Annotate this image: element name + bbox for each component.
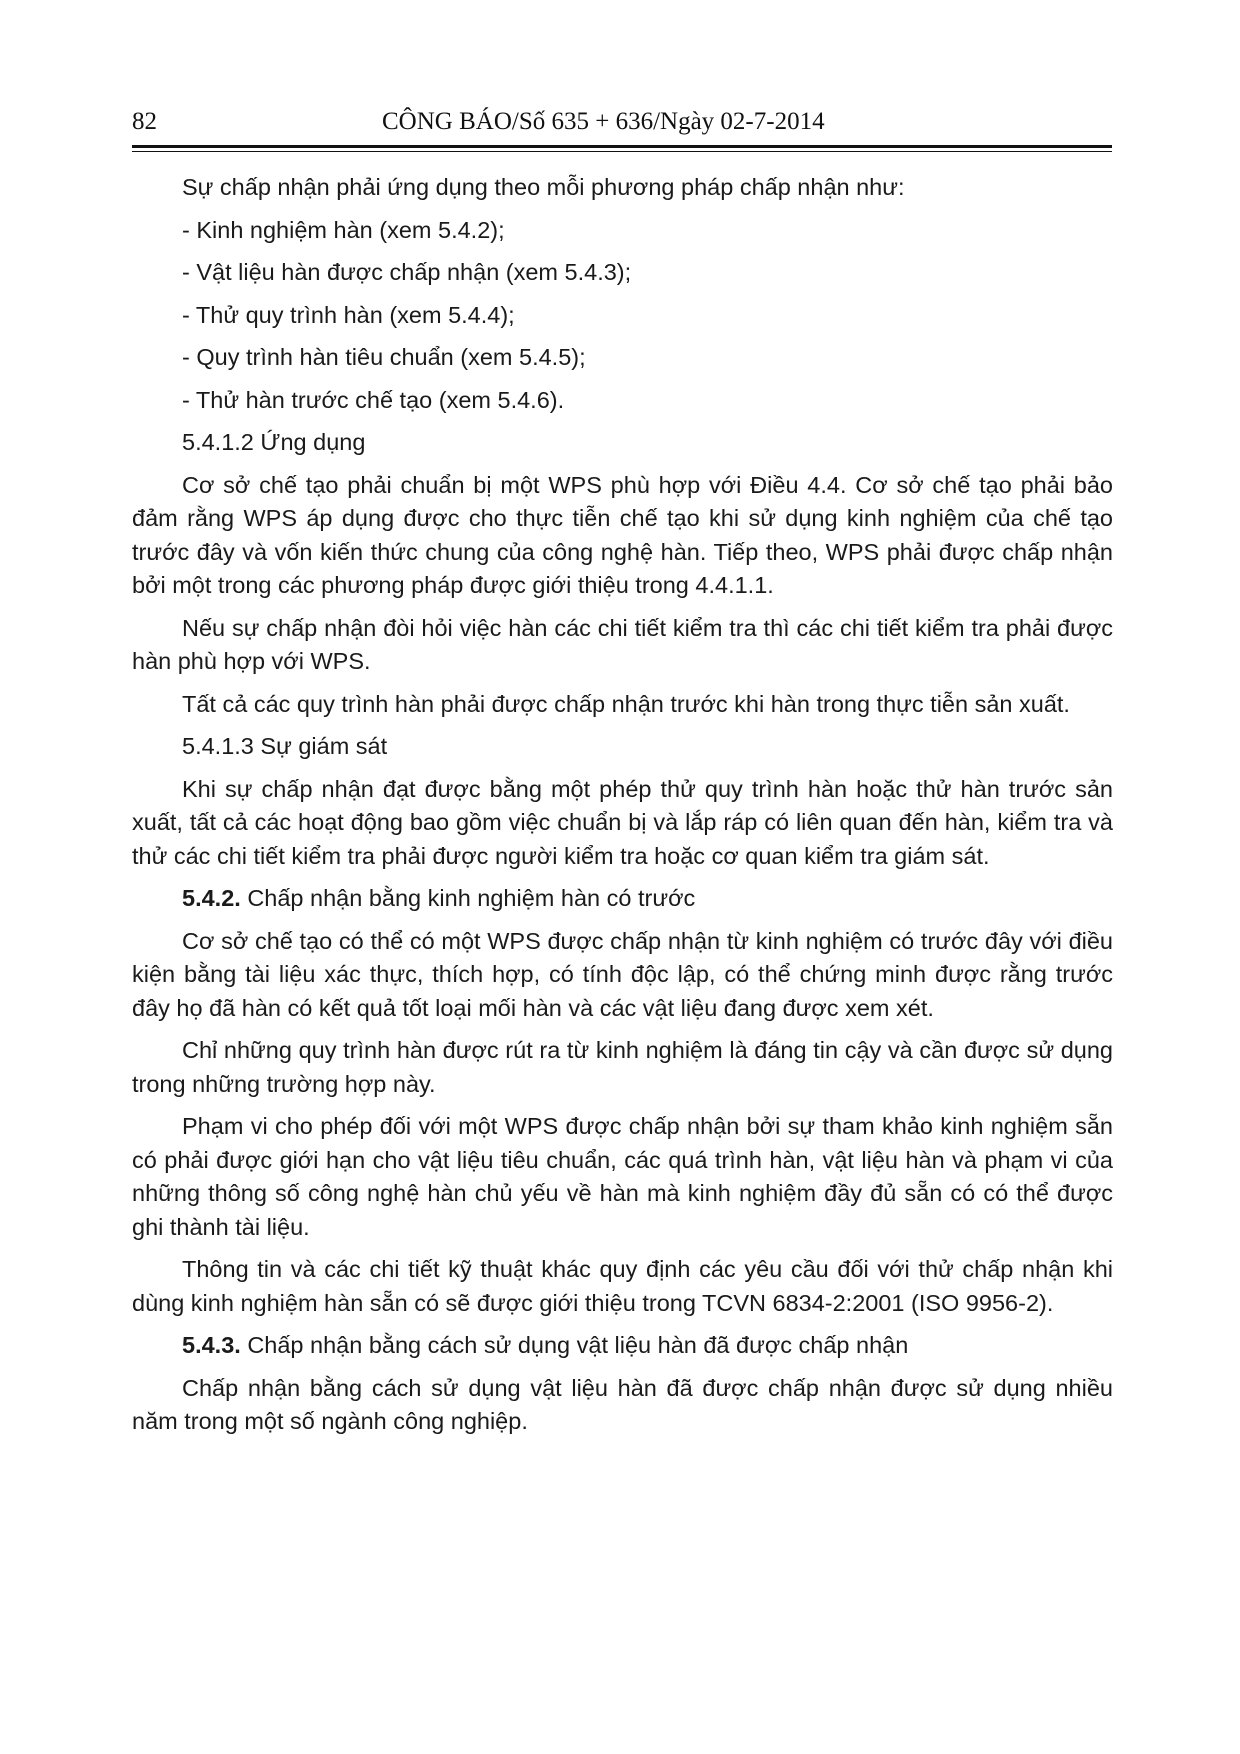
paragraph: Chấp nhận bằng cách sử dụng vật liệu hàn đã được chấp nhận được sử dụng nhiều năm trong một số ngành công nghiệp. — [132, 1374, 1113, 1434]
paragraph: Khi sự chấp nhận đạt được bằng một phép thử quy trình hàn hoặc thử hàn trước sản xuất, tất cả các hoạt động bao gồm việc chuẩn bị và lắp ráp có liên quan đến hàn, kiểm tra và thử các chi tiết kiểm tra phải được người kiểm tra hoặc cơ quan kiểm tra giám sát. — [132, 775, 1113, 869]
method-item: - Thử hàn trước chế tạo (xem 5.4.6). — [182, 386, 565, 413]
paragraph: Thông tin và các chi tiết kỹ thuật khác quy định các yêu cầu đối với thử chấp nhận khi dùng kinh nghiệm hàn sẵn có sẽ được giới thiệu trong TCVN 6834-2:2001 (ISO 9956-2). — [132, 1256, 1113, 1316]
section-heading-5413: 5.4.1.3 Sự giám sát — [182, 733, 388, 759]
header-rule-thin — [132, 151, 1112, 152]
intro-paragraph: Sự chấp nhận phải ứng dụng theo mỗi phương pháp chấp nhận như: — [182, 174, 905, 200]
method-item: - Quy trình hàn tiêu chuẩn (xem 5.4.5); — [182, 344, 586, 370]
paragraph: Nếu sự chấp nhận đòi hỏi việc hàn các chi tiết kiểm tra thì các chi tiết kiểm tra phải được hàn phù hợp với WPS. — [132, 614, 1113, 674]
paragraph: Tất cả các quy trình hàn phải được chấp nhận trước khi hàn trong thực tiễn sản xuất. — [182, 690, 1070, 717]
section-heading-5412: 5.4.1.2 Ứng dụng — [182, 429, 366, 455]
paragraph: Cơ sở chế tạo phải chuẩn bị một WPS phù hợp với Điều 4.4. Cơ sở chế tạo phải bảo đảm rằng WPS áp dụng được cho thực tiễn chế tạo khi sử dụng kinh nghiệm của chế tạo trước đây và vốn kiến thức chung của công nghệ hàn. Tiếp theo, WPS phải được chấp nhận bởi một trong các phương pháp được giới thiệu trong 4.4.1.1. — [132, 471, 1113, 598]
section-number: 5.4.3. — [182, 1332, 241, 1358]
section-number: 5.4.2. — [182, 885, 241, 911]
paragraph: Chỉ những quy trình hàn được rút ra từ kinh nghiệm là đáng tin cậy và cần được sử dụng trong những trường hợp này. — [132, 1037, 1113, 1097]
method-item: - Thử quy trình hàn (xem 5.4.4); — [182, 301, 515, 328]
gazette-header-title: CÔNG BÁO/Số 635 + 636/Ngày 02-7-2014 — [382, 108, 825, 135]
section-title: Chấp nhận bằng kinh nghiệm hàn có trước — [240, 885, 696, 911]
header-rule-thick — [132, 145, 1112, 148]
section-heading-543 — [132, 1329, 1113, 1363]
section-title: Chấp nhận bằng cách sử dụng vật liệu hàn đã được chấp nhận — [240, 1332, 909, 1358]
paragraph: Cơ sở chế tạo có thể có một WPS được chấp nhận từ kinh nghiệm có trước đây với điều kiện bằng tài liệu xác thực, thích hợp, có tính độc lập, có thể chứng minh được rằng trước đây họ đã hàn có kết quả tốt loại mối hàn và các vật liệu đang được xem xét. — [132, 927, 1113, 1021]
method-item: - Kinh nghiệm hàn (xem 5.4.2); — [182, 216, 505, 243]
section-heading-542 — [132, 882, 1113, 916]
paragraph: Phạm vi cho phép đối với một WPS được chấp nhận bởi sự tham khảo kinh nghiệm sẵn có phải được giới hạn cho vật liệu tiêu chuẩn, các quá trình hàn, vật liệu hàn và phạm vi của những thông số công nghệ hàn chủ yếu về hàn mà kinh nghiệm đầy đủ sẵn có có thể được ghi thành tài liệu. — [132, 1113, 1113, 1240]
method-item: - Vật liệu hàn được chấp nhận (xem 5.4.3); — [182, 259, 632, 285]
document-body — [132, 171, 1113, 1448]
page-number: 82 — [132, 108, 157, 135]
